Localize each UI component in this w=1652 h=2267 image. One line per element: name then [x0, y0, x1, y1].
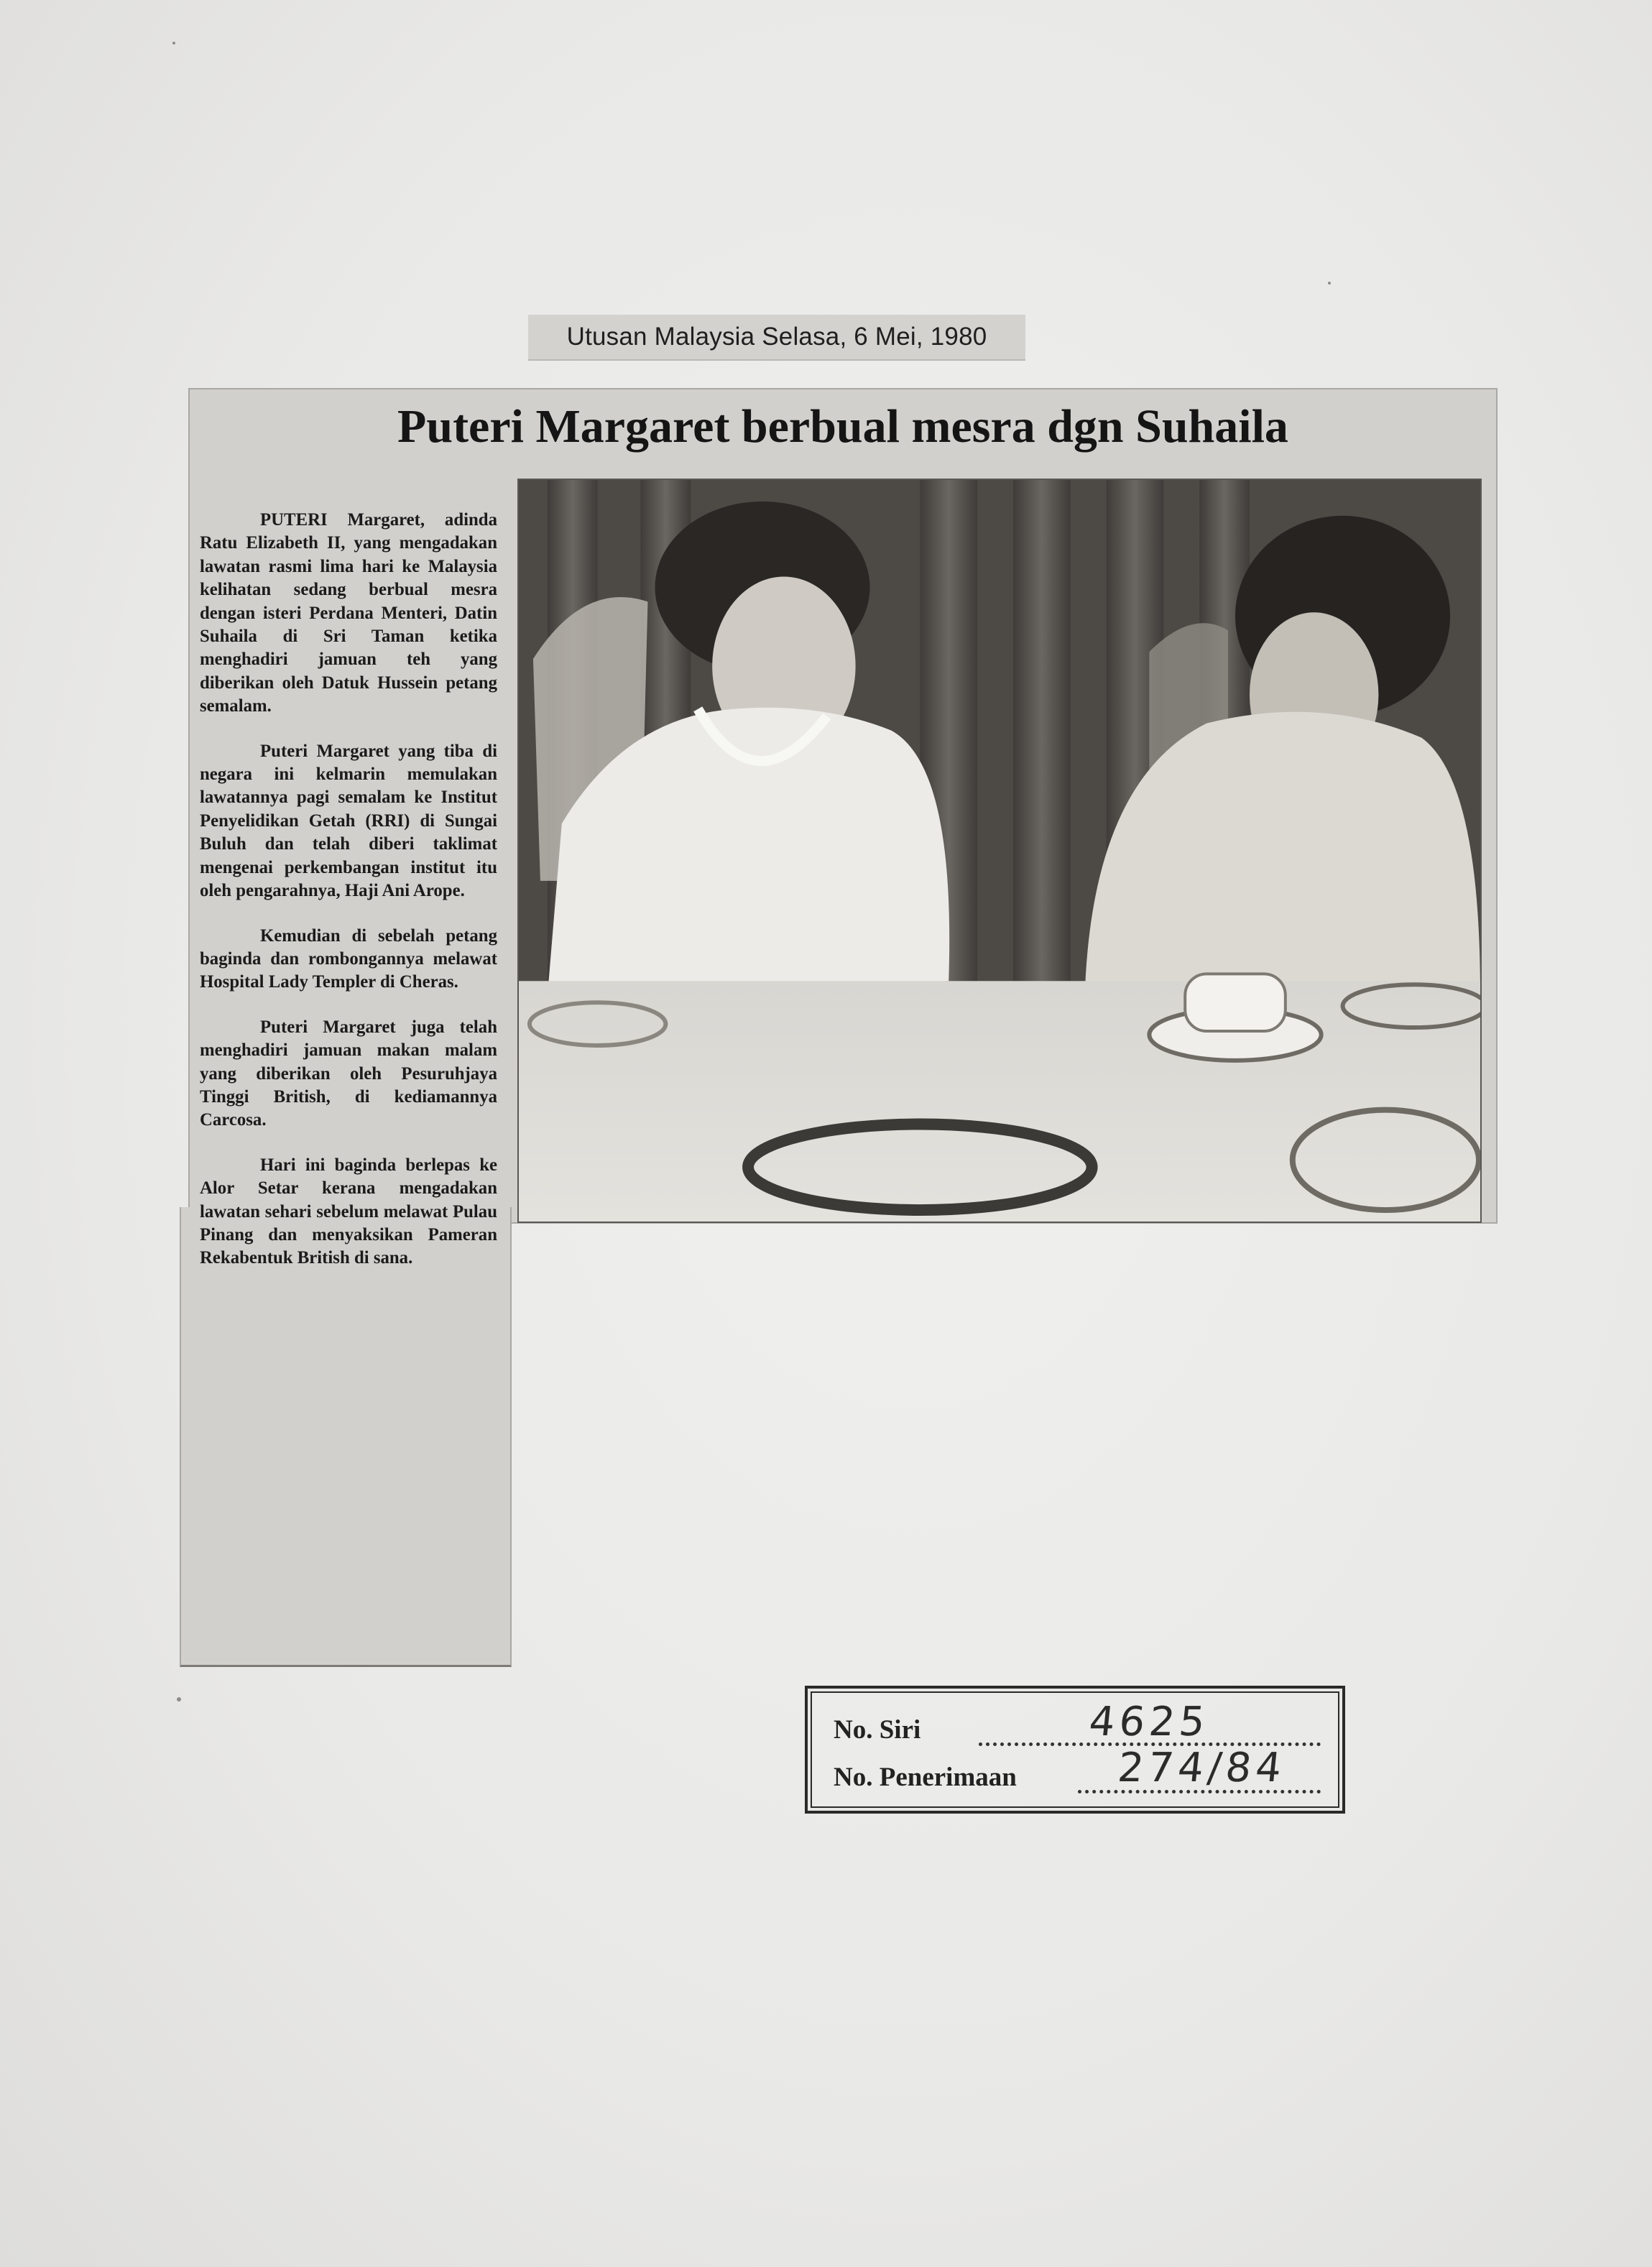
photo-illustration	[519, 480, 1480, 1222]
news-photo	[517, 479, 1482, 1223]
penerimaan-label: No. Penerimaan	[834, 1763, 1017, 1792]
paragraph: Puteri Margaret juga telah menghadiri jamuan makan malam yang diberikan oleh Pesuruhjaya Tinggi British, di kediamannya Carcosa.	[200, 1017, 497, 1130]
siri-value: 4625	[1086, 1699, 1212, 1745]
penerimaan-value: 274/84	[1115, 1745, 1288, 1791]
paper-speck	[172, 42, 175, 45]
paragraph: PUTERI Margaret, adinda Ratu Elizabeth II, yang mengadakan lawatan rasmi lima hari ke Malaysia kelihatan sedang berbual mesra dengan isteri Perdana Menteri, Datin Suhaila di Sri Taman ketika menghadiri jamuan teh yang diberikan oleh Datuk Hussein petang semalam.	[200, 510, 497, 716]
source-line	[528, 315, 1025, 361]
paper-speck	[1328, 282, 1331, 285]
registration-stamp	[805, 1686, 1345, 1814]
siri-label: No. Siri	[834, 1715, 921, 1745]
paragraph: Puteri Margaret yang tiba di negara ini kelmarin memulakan lawatannya pagi semalam ke Institut Penyelidikan Getah (RRI) di Sungai Buluh dan telah diberi taklimat mengenai perkembangan institut itu oleh pengarahnya, Haji Ani Arope.	[200, 741, 497, 901]
headline: Puteri Margaret berbual mesra dgn Suhaila	[397, 400, 1288, 453]
paragraph: Kemudian di sebelah petang baginda dan rombongannya melawat Hospital Lady Templer di Cheras.	[200, 925, 497, 992]
source-text: Utusan Malaysia Selasa, 6 Mei, 1980	[566, 323, 987, 351]
article-body	[200, 509, 497, 1292]
paper-speck	[177, 1697, 181, 1702]
paragraph: Hari ini baginda berlepas ke Alor Setar kerana mengadakan lawatan sehari sebelum melawat Pulau Pinang dan menyaksikan Pameran Rekabentuk British di sana.	[200, 1155, 497, 1268]
penerimaan-row	[822, 1745, 1328, 1799]
